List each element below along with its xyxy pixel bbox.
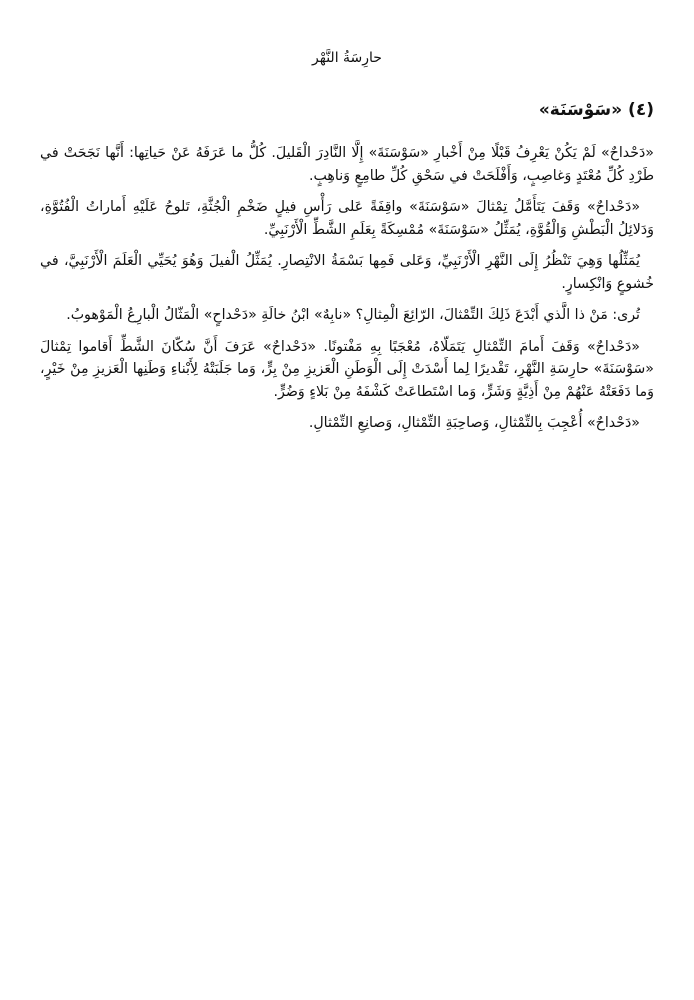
paragraph: «دَحْداحٌ» وَقَفَ أَمامَ التِّمْثالِ يَتَمَلّاهُ، مُعْجَبًا بِهِ مَفْتونًا. «دَحْداحٌ» عَرَفَ أَنَّ سُكّانَ الشَّطِّ أَقاموا تِمْثالَ «سَوْسَنَةَ» حارِسَةِ النَّهْرِ، تَقْديرًا لِما أَسْدَتْ إِلَى الْوَطَنِ الْعَزيزِ مِنْ بِرٍّ، وَما جَلَبَتْهُ لِأَبْناءِ وَطَنِها الْعَزيزِ مِنْ خَيْرٍ، وَما دَفَعَتْهُ عَنْهُمْ مِنْ أَذِيَّةٍ وَشَرٍّ، وَما اسْتَطاعَتْ كَشْفَهُ مِنْ بَلاءٍ وَضُرٍّ. (40, 338, 654, 400)
chapter-title: (٤) «سَوْسَنَة» (538, 100, 654, 120)
running-header: حارِسَةُ النَّهْر (312, 50, 382, 66)
paragraph: تُرى: مَنْ ذا الَّذي أَبْدَعَ ذَلِكَ التِّمْثالَ، الرّائِعَ الْمِثالِ؟ «نابِهٌ» ابْنُ خالَةِ «دَحْداحٍ» الْمَثّالُ الْبارِعُ الْمَوْهوبُ. (66, 307, 640, 323)
chapter-body (40, 142, 654, 444)
paragraph: يُمَثِّلُها وَهِيَ تَنْظُرُ إِلَى النَّهْرِ الْأَرْنَبِيِّ، وَعَلى فَمِها بَسْمَةُ الانْتِصارِ. يُمَثِّلُ الْفيلَ وَهُوَ يُحَيِّي الْعَلَمَ الْأَرْنَبِيَّ، في خُشوعٍ وَانْكِسارٍ. (40, 253, 654, 292)
paragraph: «دَحْداحٌ» أُعْجِبَ بِالتِّمْثالِ، وَصاحِبَةِ التِّمْثالِ، وَصانِعِ التِّمْثالِ. (308, 415, 640, 431)
paragraph: «دَحْداحٌ» وَقَفَ يَتَأَمَّلُ تِمْثالَ «سَوْسَنَةَ» واقِفَةً عَلى رَأْسِ فيلٍ ضَخْمِ الْجُثَّةِ، تَلوحُ عَلَيْهِ أَماراتُ الْفُتُوَّةِ، وَدَلائِلُ الْبَطْشِ وَالْقُوَّةِ، يُمَثِّلُ «سَوْسَنَةَ» مُمْسِكَةً بِعَلَمِ الشَّطِّ الْأَرْنَبِيِّ. (40, 199, 654, 238)
paragraph: «دَحْداحٌ» لَمْ يَكُنْ يَعْرِفُ قَبْلًا مِنْ أَخْبارِ «سَوْسَنَةَ» إِلَّا النَّادِرَ الْقَليلَ. كُلُّ ما عَرَفَهُ عَنْ حَياتِها: أَنَّها نَجَحَتْ في طَرْدِ كُلِّ مُعْتَدٍ وَغاصِبٍ، وَأَفْلَحَتْ في سَحْقِ كُلِّ طامِعٍ وَناهِبٍ. (40, 145, 654, 184)
